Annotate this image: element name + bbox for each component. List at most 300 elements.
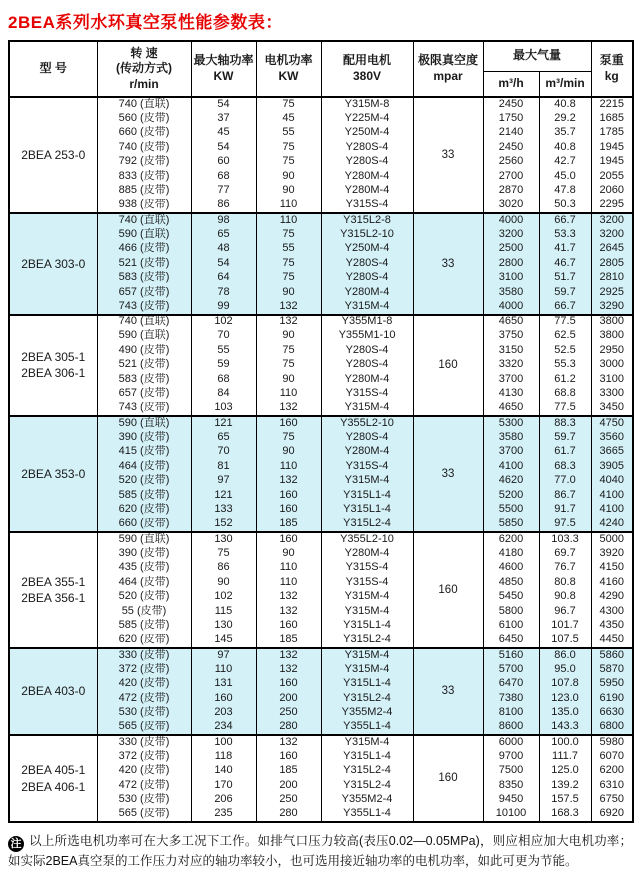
weight-cell: 5860 (591, 648, 633, 663)
motor-cell: Y315L2-4 (321, 634, 413, 649)
weight-cell: 3100 (591, 373, 633, 388)
airflow-min-cell: 107.5 (539, 634, 591, 649)
shaft-power-cell: 70 (191, 445, 256, 460)
table-row (9, 474, 633, 489)
motor-power-cell: 110 (256, 576, 321, 591)
airflow-h-cell: 9450 (483, 793, 539, 808)
speed-cell: 560 (皮带) (97, 112, 191, 127)
table-row (9, 228, 633, 243)
speed-cell: 590 (直联) (97, 329, 191, 344)
shaft-power-cell: 48 (191, 242, 256, 257)
weight-cell: 3560 (591, 431, 633, 446)
motor-cell: Y355L1-4 (321, 721, 413, 736)
header-airflow-min: m³/min (539, 71, 591, 97)
airflow-h-cell: 6470 (483, 677, 539, 692)
motor-cell: Y280M-4 (321, 547, 413, 562)
speed-cell: 740 (直联) (97, 97, 191, 112)
table-row (9, 663, 633, 678)
airflow-h-cell: 3200 (483, 228, 539, 243)
motor-power-cell: 132 (256, 735, 321, 750)
weight-cell: 4350 (591, 619, 633, 634)
footnote-text: 以上所选电机功率可在大多工况下工作。如排气口压力较高(表压0.02—0.05MPa)，则应相应加大电机功率；如实际2BEA真空泵的工作压力对应的轴功率较小，也可选用接近轴功率的电机功率，如此可更为节能。 (8, 834, 632, 868)
motor-cell: Y315S-4 (321, 460, 413, 475)
weight-cell: 3200 (591, 228, 633, 243)
weight-cell: 6070 (591, 750, 633, 765)
vacuum-cell: 33 (413, 97, 483, 213)
airflow-h-cell: 5300 (483, 416, 539, 431)
speed-cell: 657 (皮带) (97, 286, 191, 301)
motor-power-cell: 75 (256, 155, 321, 170)
motor-cell: Y315L2-4 (321, 518, 413, 533)
weight-cell: 4100 (591, 489, 633, 504)
airflow-h-cell: 4180 (483, 547, 539, 562)
airflow-min-cell: 100.0 (539, 735, 591, 750)
motor-cell: Y315M-8 (321, 97, 413, 112)
airflow-h-cell: 8350 (483, 779, 539, 794)
weight-cell: 3000 (591, 358, 633, 373)
table-row (9, 373, 633, 388)
header-speed: 转 速 (传动方式) r/min (97, 41, 191, 97)
airflow-h-cell: 1750 (483, 112, 539, 127)
airflow-h-cell: 7380 (483, 692, 539, 707)
motor-cell: Y315S-4 (321, 576, 413, 591)
airflow-h-cell: 5450 (483, 590, 539, 605)
speed-cell: 620 (皮带) (97, 503, 191, 518)
speed-cell: 472 (皮带) (97, 779, 191, 794)
motor-cell: Y355L2-10 (321, 416, 413, 431)
model-cell: 2BEA 355-1 2BEA 356-1 (9, 532, 97, 648)
airflow-h-cell: 2450 (483, 97, 539, 112)
motor-power-cell: 160 (256, 503, 321, 518)
shaft-power-cell: 152 (191, 518, 256, 533)
table-row (9, 503, 633, 518)
table-row (9, 387, 633, 402)
weight-cell: 5000 (591, 532, 633, 547)
airflow-min-cell: 42.7 (539, 155, 591, 170)
motor-cell: Y250M-4 (321, 126, 413, 141)
footnote (8, 832, 632, 871)
shaft-power-cell: 55 (191, 344, 256, 359)
airflow-min-cell: 66.7 (539, 213, 591, 228)
table-row (9, 213, 633, 228)
shaft-power-cell: 75 (191, 547, 256, 562)
airflow-min-cell: 66.7 (539, 300, 591, 315)
motor-power-cell: 185 (256, 634, 321, 649)
table-row (9, 286, 633, 301)
motor-power-cell: 75 (256, 344, 321, 359)
motor-cell: Y315M-4 (321, 735, 413, 750)
speed-cell: 660 (皮带) (97, 518, 191, 533)
speed-cell: 420 (皮带) (97, 677, 191, 692)
motor-power-cell: 250 (256, 793, 321, 808)
airflow-min-cell: 111.7 (539, 750, 591, 765)
motor-power-cell: 75 (256, 271, 321, 286)
airflow-min-cell: 143.3 (539, 721, 591, 736)
table-row (9, 634, 633, 649)
motor-power-cell: 75 (256, 228, 321, 243)
weight-cell: 4290 (591, 590, 633, 605)
page-title: 2BEA系列水环真空泵性能参数表： (8, 13, 283, 32)
weight-cell: 6310 (591, 779, 633, 794)
shaft-power-cell: 54 (191, 141, 256, 156)
speed-cell: 743 (皮带) (97, 300, 191, 315)
motor-power-cell: 75 (256, 257, 321, 272)
shaft-power-cell: 130 (191, 619, 256, 634)
airflow-h-cell: 4850 (483, 576, 539, 591)
weight-cell: 2645 (591, 242, 633, 257)
weight-cell: 4300 (591, 605, 633, 620)
motor-cell: Y355L2-10 (321, 532, 413, 547)
airflow-min-cell: 77.5 (539, 315, 591, 330)
weight-cell: 2055 (591, 170, 633, 185)
table-row (9, 242, 633, 257)
shaft-power-cell: 90 (191, 576, 256, 591)
motor-cell: Y315M-4 (321, 663, 413, 678)
airflow-h-cell: 6000 (483, 735, 539, 750)
speed-cell: 740 (直联) (97, 315, 191, 330)
airflow-min-cell: 77.0 (539, 474, 591, 489)
table-row (9, 315, 633, 330)
weight-cell: 2950 (591, 344, 633, 359)
airflow-h-cell: 2700 (483, 170, 539, 185)
motor-cell: Y355M2-4 (321, 706, 413, 721)
airflow-min-cell: 61.7 (539, 445, 591, 460)
speed-cell: 885 (皮带) (97, 184, 191, 199)
motor-cell: Y315S-4 (321, 199, 413, 214)
speed-cell: 420 (皮带) (97, 764, 191, 779)
weight-cell: 2810 (591, 271, 633, 286)
table-header (9, 41, 633, 97)
airflow-min-cell: 41.7 (539, 242, 591, 257)
airflow-min-cell: 103.3 (539, 532, 591, 547)
airflow-h-cell: 5160 (483, 648, 539, 663)
shaft-power-cell: 203 (191, 706, 256, 721)
shaft-power-cell: 78 (191, 286, 256, 301)
shaft-power-cell: 206 (191, 793, 256, 808)
table-row (9, 532, 633, 547)
motor-cell: Y315L2-4 (321, 764, 413, 779)
speed-cell: 583 (皮带) (97, 373, 191, 388)
airflow-h-cell: 3150 (483, 344, 539, 359)
shaft-power-cell: 68 (191, 170, 256, 185)
header-airflow-h: m³/h (483, 71, 539, 97)
motor-cell: Y280S-4 (321, 155, 413, 170)
airflow-min-cell: 51.7 (539, 271, 591, 286)
motor-cell: Y315M-4 (321, 590, 413, 605)
speed-cell: 590 (直联) (97, 416, 191, 431)
speed-cell: 530 (皮带) (97, 706, 191, 721)
weight-cell: 3800 (591, 315, 633, 330)
vacuum-cell: 160 (413, 532, 483, 648)
shaft-power-cell: 235 (191, 808, 256, 823)
speed-cell: 521 (皮带) (97, 358, 191, 373)
weight-cell: 6200 (591, 764, 633, 779)
table-row (9, 199, 633, 214)
table-row (9, 764, 633, 779)
motor-cell: Y280S-4 (321, 271, 413, 286)
airflow-min-cell: 86.0 (539, 648, 591, 663)
table-row (9, 126, 633, 141)
shaft-power-cell: 102 (191, 315, 256, 330)
airflow-min-cell: 86.7 (539, 489, 591, 504)
motor-cell: Y280S-4 (321, 257, 413, 272)
speed-cell: 565 (皮带) (97, 808, 191, 823)
motor-cell: Y315M-4 (321, 474, 413, 489)
motor-power-cell: 110 (256, 387, 321, 402)
weight-cell: 4240 (591, 518, 633, 533)
airflow-min-cell: 97.5 (539, 518, 591, 533)
table-row (9, 518, 633, 533)
motor-power-cell: 200 (256, 692, 321, 707)
motor-power-cell: 75 (256, 431, 321, 446)
airflow-h-cell: 5200 (483, 489, 539, 504)
speed-cell: 435 (皮带) (97, 561, 191, 576)
shaft-power-cell: 59 (191, 358, 256, 373)
airflow-min-cell: 40.8 (539, 141, 591, 156)
table-row (9, 329, 633, 344)
table-row (9, 402, 633, 417)
shaft-power-cell: 102 (191, 590, 256, 605)
shaft-power-cell: 54 (191, 97, 256, 112)
airflow-h-cell: 6450 (483, 634, 539, 649)
airflow-min-cell: 77.5 (539, 402, 591, 417)
motor-cell: Y315L1-4 (321, 619, 413, 634)
shaft-power-cell: 140 (191, 764, 256, 779)
motor-power-cell: 160 (256, 677, 321, 692)
airflow-h-cell: 2560 (483, 155, 539, 170)
weight-cell: 3800 (591, 329, 633, 344)
motor-power-cell: 90 (256, 329, 321, 344)
airflow-min-cell: 61.2 (539, 373, 591, 388)
shaft-power-cell: 110 (191, 663, 256, 678)
motor-power-cell: 185 (256, 518, 321, 533)
table-row (9, 692, 633, 707)
airflow-min-cell: 53.3 (539, 228, 591, 243)
table-row (9, 97, 633, 112)
airflow-h-cell: 3750 (483, 329, 539, 344)
motor-cell: Y280M-4 (321, 170, 413, 185)
shaft-power-cell: 60 (191, 155, 256, 170)
shaft-power-cell: 54 (191, 257, 256, 272)
table-row (9, 561, 633, 576)
table-row (9, 141, 633, 156)
motor-cell: Y315M-4 (321, 402, 413, 417)
airflow-min-cell: 90.8 (539, 590, 591, 605)
motor-power-cell: 90 (256, 445, 321, 460)
speed-cell: 415 (皮带) (97, 445, 191, 460)
airflow-min-cell: 95.0 (539, 663, 591, 678)
airflow-h-cell: 6100 (483, 619, 539, 634)
shaft-power-cell: 84 (191, 387, 256, 402)
airflow-min-cell: 76.7 (539, 561, 591, 576)
airflow-min-cell: 101.7 (539, 619, 591, 634)
airflow-min-cell: 125.0 (539, 764, 591, 779)
motor-cell: Y315L2-4 (321, 692, 413, 707)
motor-cell: Y355M1-8 (321, 315, 413, 330)
shaft-power-cell: 121 (191, 416, 256, 431)
motor-cell: Y315L1-4 (321, 677, 413, 692)
table-row (9, 358, 633, 373)
shaft-power-cell: 77 (191, 184, 256, 199)
speed-cell: 390 (皮带) (97, 431, 191, 446)
shaft-power-cell: 100 (191, 735, 256, 750)
table-row (9, 155, 633, 170)
speed-cell: 330 (皮带) (97, 735, 191, 750)
shaft-power-cell: 81 (191, 460, 256, 475)
table-row (9, 489, 633, 504)
speed-cell: 372 (皮带) (97, 750, 191, 765)
table-row (9, 590, 633, 605)
speed-cell: 740 (皮带) (97, 141, 191, 156)
table-row (9, 605, 633, 620)
weight-cell: 1945 (591, 155, 633, 170)
header-vacuum: 极限真空度 mpar (413, 41, 483, 97)
airflow-min-cell: 50.3 (539, 199, 591, 214)
airflow-h-cell: 2450 (483, 141, 539, 156)
table-row (9, 257, 633, 272)
airflow-min-cell: 52.5 (539, 344, 591, 359)
airflow-h-cell: 3700 (483, 445, 539, 460)
motor-power-cell: 110 (256, 199, 321, 214)
motor-cell: Y315L1-4 (321, 503, 413, 518)
airflow-h-cell: 4650 (483, 402, 539, 417)
speed-cell: 372 (皮带) (97, 663, 191, 678)
motor-cell: Y315L1-4 (321, 750, 413, 765)
table-body (9, 97, 633, 822)
table-row (9, 808, 633, 823)
motor-power-cell: 160 (256, 619, 321, 634)
vacuum-cell: 33 (413, 213, 483, 315)
motor-power-cell: 132 (256, 605, 321, 620)
shaft-power-cell: 70 (191, 329, 256, 344)
table-row (9, 735, 633, 750)
airflow-h-cell: 3580 (483, 286, 539, 301)
speed-cell: 466 (皮带) (97, 242, 191, 257)
speed-cell: 743 (皮带) (97, 402, 191, 417)
shaft-power-cell: 45 (191, 126, 256, 141)
weight-cell: 3665 (591, 445, 633, 460)
table-row (9, 170, 633, 185)
airflow-min-cell: 96.7 (539, 605, 591, 620)
shaft-power-cell: 99 (191, 300, 256, 315)
shaft-power-cell: 98 (191, 213, 256, 228)
model-cell: 2BEA 353-0 (9, 416, 97, 532)
weight-cell: 1945 (591, 141, 633, 156)
airflow-min-cell: 35.7 (539, 126, 591, 141)
shaft-power-cell: 115 (191, 605, 256, 620)
airflow-min-cell: 29.2 (539, 112, 591, 127)
motor-power-cell: 55 (256, 242, 321, 257)
airflow-h-cell: 8100 (483, 706, 539, 721)
motor-power-cell: 110 (256, 213, 321, 228)
weight-cell: 3920 (591, 547, 633, 562)
motor-power-cell: 90 (256, 373, 321, 388)
airflow-h-cell: 3020 (483, 199, 539, 214)
weight-cell: 6630 (591, 706, 633, 721)
motor-power-cell: 132 (256, 590, 321, 605)
airflow-h-cell: 7500 (483, 764, 539, 779)
motor-power-cell: 45 (256, 112, 321, 127)
airflow-h-cell: 2870 (483, 184, 539, 199)
shaft-power-cell: 145 (191, 634, 256, 649)
weight-cell: 2060 (591, 184, 633, 199)
speed-cell: 55 (皮带) (97, 605, 191, 620)
model-cell: 2BEA 303-0 (9, 213, 97, 315)
table-row (9, 750, 633, 765)
motor-power-cell: 160 (256, 532, 321, 547)
airflow-h-cell: 3320 (483, 358, 539, 373)
airflow-h-cell: 4650 (483, 315, 539, 330)
airflow-min-cell: 45.0 (539, 170, 591, 185)
weight-cell: 5980 (591, 735, 633, 750)
table-row (9, 344, 633, 359)
shaft-power-cell: 97 (191, 474, 256, 489)
airflow-h-cell: 8600 (483, 721, 539, 736)
airflow-min-cell: 157.5 (539, 793, 591, 808)
airflow-h-cell: 3100 (483, 271, 539, 286)
speed-cell: 530 (皮带) (97, 793, 191, 808)
shaft-power-cell: 86 (191, 199, 256, 214)
airflow-min-cell: 68.8 (539, 387, 591, 402)
shaft-power-cell: 68 (191, 373, 256, 388)
airflow-h-cell: 5700 (483, 663, 539, 678)
motor-power-cell: 75 (256, 97, 321, 112)
speed-cell: 590 (直联) (97, 228, 191, 243)
motor-power-cell: 55 (256, 126, 321, 141)
motor-cell: Y315M-4 (321, 648, 413, 663)
motor-cell: Y355M2-4 (321, 793, 413, 808)
motor-power-cell: 110 (256, 561, 321, 576)
motor-cell: Y250M-4 (321, 242, 413, 257)
airflow-h-cell: 3580 (483, 431, 539, 446)
table-row (9, 300, 633, 315)
motor-power-cell: 250 (256, 706, 321, 721)
airflow-min-cell: 47.8 (539, 184, 591, 199)
table-row (9, 576, 633, 591)
speed-cell: 740 (直联) (97, 213, 191, 228)
speed-cell: 938 (皮带) (97, 199, 191, 214)
header-motor: 配用电机 380V (321, 41, 413, 97)
weight-cell: 3200 (591, 213, 633, 228)
table-row (9, 677, 633, 692)
speed-cell: 565 (皮带) (97, 721, 191, 736)
motor-cell: Y280S-4 (321, 431, 413, 446)
weight-cell: 1685 (591, 112, 633, 127)
shaft-power-cell: 160 (191, 692, 256, 707)
airflow-min-cell: 139.2 (539, 779, 591, 794)
weight-cell: 4750 (591, 416, 633, 431)
motor-cell: Y225M-4 (321, 112, 413, 127)
weight-cell: 2805 (591, 257, 633, 272)
speed-cell: 464 (皮带) (97, 460, 191, 475)
motor-cell: Y280M-4 (321, 445, 413, 460)
weight-cell: 6920 (591, 808, 633, 823)
speed-cell: 660 (皮带) (97, 126, 191, 141)
motor-cell: Y280S-4 (321, 141, 413, 156)
vacuum-cell: 160 (413, 735, 483, 822)
weight-cell: 5950 (591, 677, 633, 692)
note-badge-icon: 注 (8, 836, 24, 852)
airflow-h-cell: 6200 (483, 532, 539, 547)
speed-cell: 521 (皮带) (97, 257, 191, 272)
table-row (9, 184, 633, 199)
motor-cell: Y315S-4 (321, 561, 413, 576)
motor-power-cell: 132 (256, 315, 321, 330)
model-cell: 2BEA 405-1 2BEA 406-1 (9, 735, 97, 822)
table-row (9, 431, 633, 446)
airflow-h-cell: 2140 (483, 126, 539, 141)
airflow-min-cell: 91.7 (539, 503, 591, 518)
